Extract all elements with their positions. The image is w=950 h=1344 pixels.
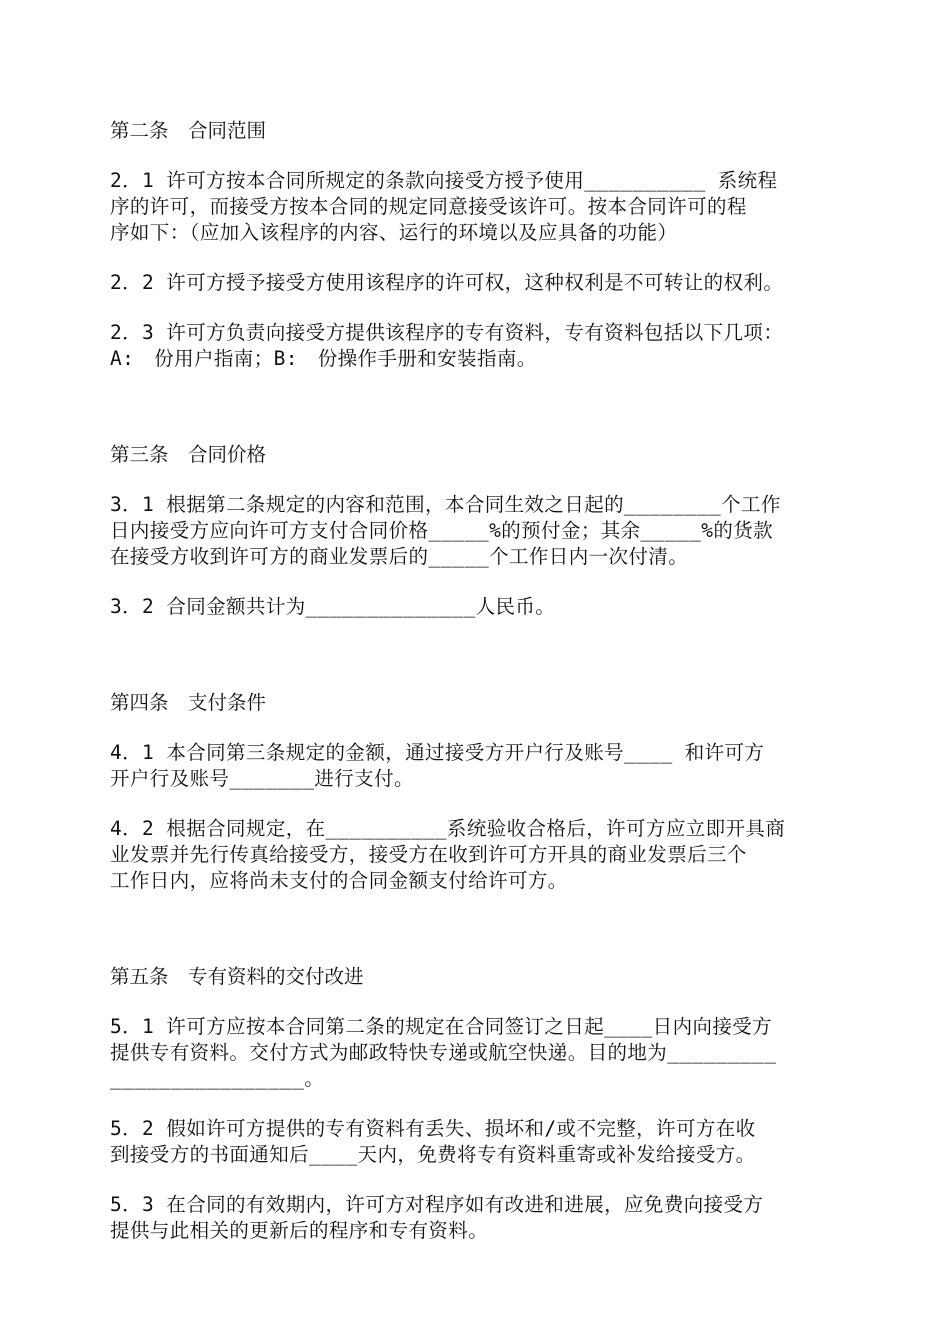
clause-5-1: 5．1 许可方应按本合同第二条的规定在合同签订之日起____日内向接受方 提供专有资料。交付方式为邮政特快专递或航空快递。目的地为_________ ________________。 bbox=[110, 1015, 777, 1090]
section-3 bbox=[110, 442, 845, 620]
clause-5-3: 5．3 在合同的有效期内，许可方对程序如有改进和进展，应免费向接受方 提供与此相关的更新后的程序和专有资料。 bbox=[110, 1193, 764, 1242]
clause-3-1: 3．1 根据第二条规定的内容和范围，本合同生效之日起的________个工作 日内接受方应向许可方支付合同价格_____%的预付金；其余_____%的货款 在接受方收到许可方的商业发票后的_____个工作日内一次付清。 bbox=[110, 493, 781, 568]
section-spacer bbox=[110, 644, 845, 690]
section-title: 第三条 合同价格 bbox=[110, 443, 267, 466]
clause-5-2: 5．2 假如许可方提供的专有资料有丢失、损坏和/或不完整，许可方在收 到接受方的书面通知后____天内，免费将专有资料重寄或补发给接受方。 bbox=[110, 1117, 756, 1166]
clause-3-2: 3．2 合同金额共计为______________人民币。 bbox=[110, 595, 556, 618]
clause-2-3: 2．3 许可方负责向接受方提供该程序的专有资料，专有资料包括以下几项： A: 份用户指南；B: 份操作手册和安装指南。 bbox=[110, 321, 784, 370]
section-title: 第二条 合同范围 bbox=[110, 119, 267, 142]
section-2 bbox=[110, 118, 845, 372]
section-spacer bbox=[110, 396, 845, 442]
clause-2-2: 2．2 许可方授予接受方使用该程序的许可权，这种权利是不可转让的权利。 bbox=[110, 271, 784, 294]
document-page bbox=[110, 118, 845, 1268]
section-title: 第五条 专有资料的交付改进 bbox=[110, 965, 364, 988]
clause-4-2: 4．2 根据合同规定，在__________系统验收合格后，许可方应立即开具商 业发票并先行传真给接受方，接受方在收到许可方开具的商业发票后三个 工作日内，应将尚未支付的合同金额支付给许可方。 bbox=[110, 817, 786, 892]
section-title: 第四条 支付条件 bbox=[110, 691, 267, 714]
section-4 bbox=[110, 690, 845, 894]
clause-2-1: 2．1 许可方按本合同所规定的条款向接受方授予使用__________ 系统程 序的许可，而接受方按本合同的规定同意接受该许可。按本合同许可的程 序如下：（应加入该程序的内容、运行的环境以及应具备的功能） bbox=[110, 169, 778, 244]
section-5 bbox=[110, 964, 845, 1244]
section-spacer bbox=[110, 918, 845, 964]
clause-4-1: 4．1 本合同第三条规定的金额，通过接受方开户行及账号____ 和许可方 开户行及账号_______进行支付。 bbox=[110, 741, 765, 790]
